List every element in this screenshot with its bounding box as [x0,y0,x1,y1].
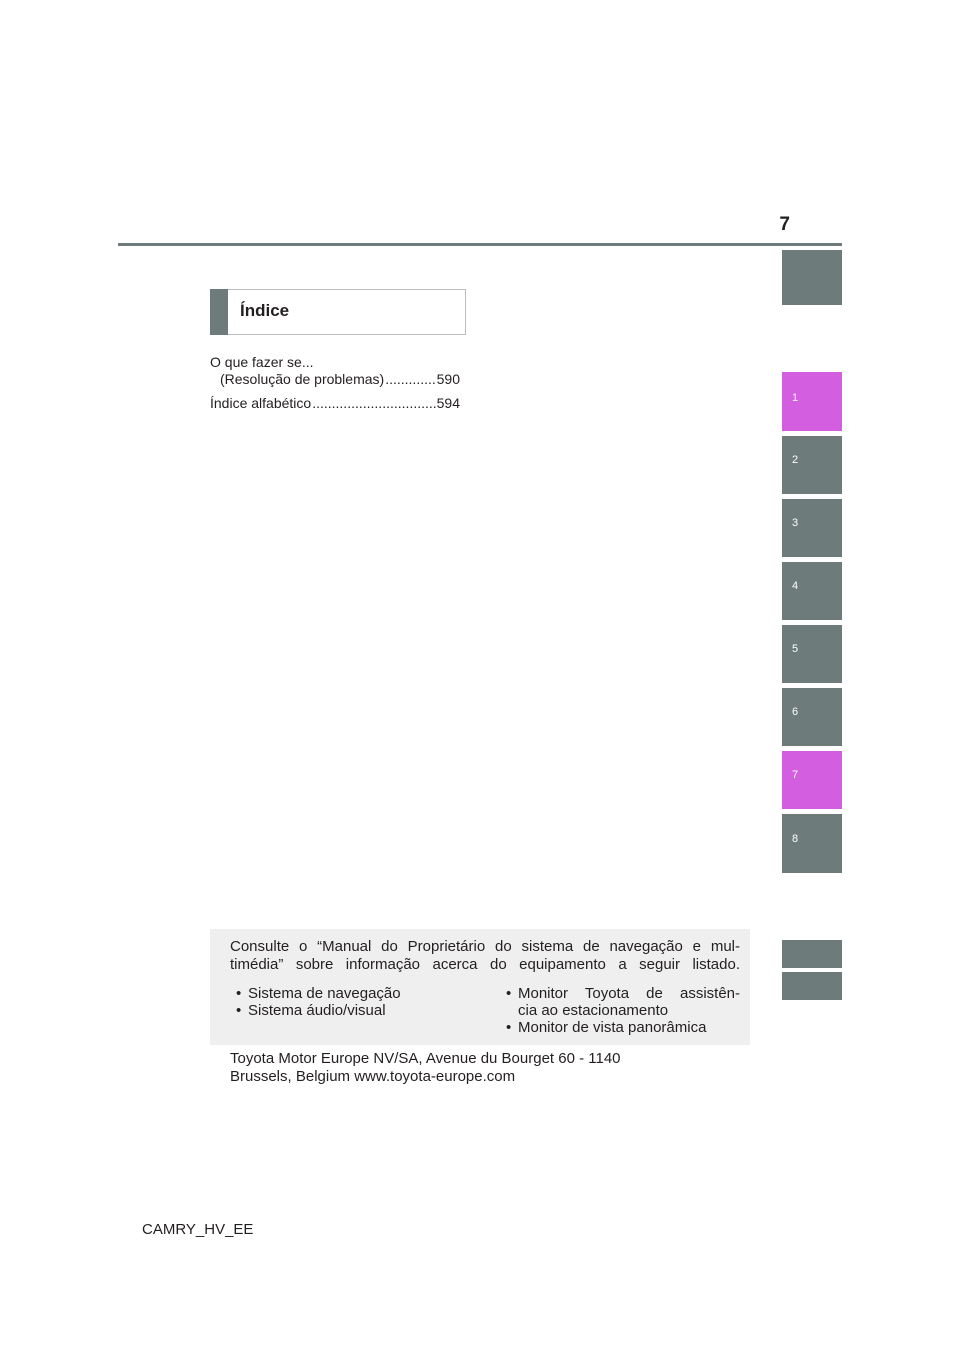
bullet-list-left [230,985,490,1019]
bullet-item: • Sistema áudio/visual [230,1002,490,1019]
info-text-line: timédia” sobre informação acerca do equipamento a seguir listado. [230,956,740,973]
section-header-box [210,289,466,335]
side-tab-label: 1 [792,392,799,404]
address-line: Toyota Motor Europe NV/SA, Avenue du Bourget 60 - 1140 [230,1050,621,1067]
bullet-item: • Monitor de vista panorâmica [500,1019,740,1036]
side-tab-label: 2 [792,454,799,466]
toc-entry-troubleshooting[interactable] [210,354,460,387]
toc-entry-alphabetical-index[interactable] [210,395,460,411]
info-box [210,929,750,1045]
toc-entry-label: Índice alfabético [210,395,312,411]
bullet-item: • Sistema de navegação [230,985,490,1002]
side-tab-2[interactable] [782,436,842,494]
toc-entry-sublabel: (Resolução de problemas) [220,371,385,387]
footer-model-code: CAMRY_HV_EE [142,1221,254,1238]
side-tab-3[interactable] [782,499,842,557]
bullet-item [500,985,740,1019]
toc-page-number: 594 [436,395,460,411]
page-number: 7 [779,214,790,235]
bullet-item-line: cia ao estacionamento [518,1002,669,1019]
side-tab-bottom-a[interactable] [782,940,842,968]
side-tab-label: 3 [792,517,799,529]
side-tab-top[interactable] [782,250,842,305]
toc-entry-label: O que fazer se... [210,354,314,370]
side-tab-6[interactable] [782,688,842,746]
publisher-address [230,1050,750,1086]
side-tab-label: 7 [792,769,799,781]
side-tab-7[interactable] [782,751,842,809]
side-tab-4[interactable] [782,562,842,620]
side-tab-1[interactable] [782,372,842,431]
header-rule [118,243,842,246]
toc-leader-dots [385,371,435,387]
side-tab-label: 5 [792,643,799,655]
info-text [230,938,740,974]
bullet-list-right [500,985,740,1036]
section-title: Índice [240,301,290,320]
info-text-line: Consulte o “Manual do Proprietário do sistema de navegação e mul- [230,938,740,955]
side-tab-5[interactable] [782,625,842,683]
side-tab-label: 8 [792,833,799,845]
side-tab-label: 4 [792,580,799,592]
toc-page-number: 590 [436,371,460,387]
side-tab-bottom-b[interactable] [782,972,842,1000]
bullet-item-line: • Monitor Toyota de assistên- [518,985,740,1002]
section-header-bar [210,289,228,335]
side-tab-8[interactable] [782,814,842,873]
side-tab-label: 6 [792,706,799,718]
address-line: Brussels, Belgium www.toyota-europe.com [230,1068,516,1085]
toc-leader-dots [312,395,435,411]
